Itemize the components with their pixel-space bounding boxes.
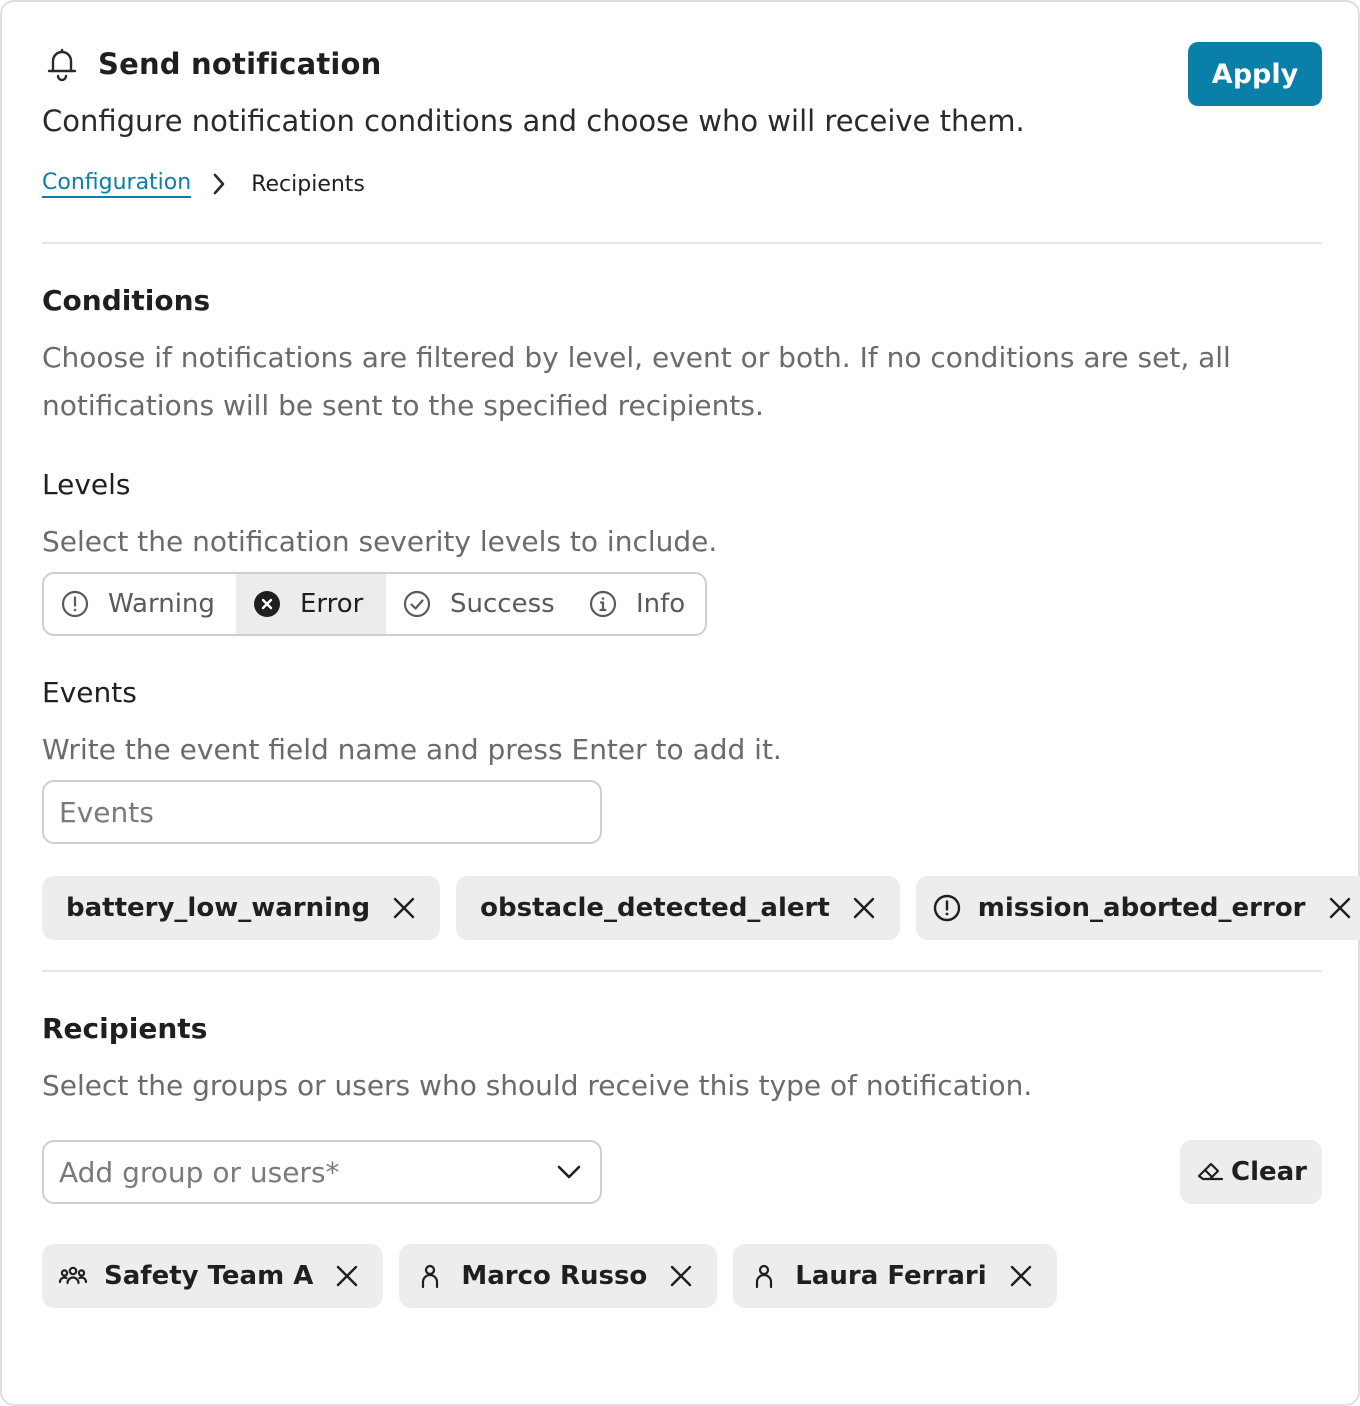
close-icon[interactable] — [1326, 894, 1354, 922]
level-option-error[interactable] — [236, 574, 386, 634]
breadcrumb-current: Recipients — [251, 171, 365, 197]
divider — [42, 242, 1322, 244]
eraser-icon — [1195, 1157, 1225, 1187]
info-circle-icon — [588, 589, 618, 619]
level-label: Warning — [108, 589, 215, 619]
events-help: Write the event field name and press Enter to add it. — [42, 733, 782, 766]
group-icon — [58, 1261, 88, 1291]
select-placeholder: Add group or users* — [59, 1155, 340, 1189]
recipient-chip — [733, 1244, 1056, 1308]
header — [42, 44, 382, 84]
breadcrumb-link-configuration[interactable]: Configuration — [42, 170, 191, 198]
clear-button[interactable] — [1180, 1140, 1322, 1204]
levels-help: Select the notification severity levels to include. — [42, 525, 718, 558]
level-option-info[interactable] — [572, 574, 705, 634]
recipient-chip-label: Safety Team A — [104, 1261, 314, 1291]
event-chip-label: battery_low_warning — [66, 893, 371, 923]
exclamation-circle-icon — [60, 589, 90, 619]
recipients-select[interactable] — [42, 1140, 602, 1204]
page-title: Send notification — [98, 47, 382, 81]
bell-icon — [42, 44, 82, 84]
page-subtitle: Configure notification conditions and choose who will receive them. — [42, 104, 1025, 138]
recipients-title: Recipients — [42, 1012, 208, 1045]
user-icon — [415, 1261, 445, 1291]
level-label: Success — [450, 589, 555, 619]
levels-label: Levels — [42, 468, 131, 501]
conditions-title: Conditions — [42, 284, 211, 317]
chevron-right-icon — [205, 170, 233, 198]
events-chip-list — [42, 876, 1360, 940]
event-chip-label: mission_aborted_error — [977, 893, 1306, 923]
level-label: Info — [636, 589, 686, 619]
event-chip-label: obstacle_detected_alert — [480, 893, 830, 923]
breadcrumb — [42, 170, 365, 198]
event-chip — [916, 876, 1360, 940]
close-icon[interactable] — [333, 1262, 361, 1290]
check-circle-icon — [402, 589, 432, 619]
chevron-down-icon — [556, 1164, 582, 1180]
event-chip — [456, 876, 900, 940]
recipients-help: Select the groups or users who should receive this type of notification. — [42, 1069, 1033, 1102]
events-label: Events — [42, 676, 137, 709]
events-input[interactable] — [42, 780, 602, 844]
exclamation-circle-icon — [932, 893, 962, 923]
recipients-chip-list — [42, 1244, 1057, 1308]
recipient-chip — [42, 1244, 383, 1308]
close-icon[interactable] — [390, 894, 418, 922]
close-icon[interactable] — [667, 1262, 695, 1290]
conditions-help: Choose if notifications are filtered by level, event or both. If no conditions are set, all notifications will be sent to the specified recipients. — [42, 341, 1231, 422]
event-chip — [42, 876, 440, 940]
levels-segmented-control — [42, 572, 707, 636]
close-icon[interactable] — [850, 894, 878, 922]
clear-label: Clear — [1231, 1157, 1307, 1187]
close-icon[interactable] — [1007, 1262, 1035, 1290]
divider — [42, 970, 1322, 972]
x-circle-filled-icon — [252, 589, 282, 619]
recipient-chip-label: Laura Ferrari — [795, 1261, 987, 1291]
recipient-chip — [399, 1244, 717, 1308]
level-option-success[interactable] — [386, 574, 572, 634]
level-option-warning[interactable] — [44, 574, 236, 634]
recipient-chip-label: Marco Russo — [461, 1261, 648, 1291]
user-icon — [749, 1261, 779, 1291]
apply-button[interactable]: Apply — [1188, 42, 1322, 106]
level-label: Error — [300, 589, 364, 619]
